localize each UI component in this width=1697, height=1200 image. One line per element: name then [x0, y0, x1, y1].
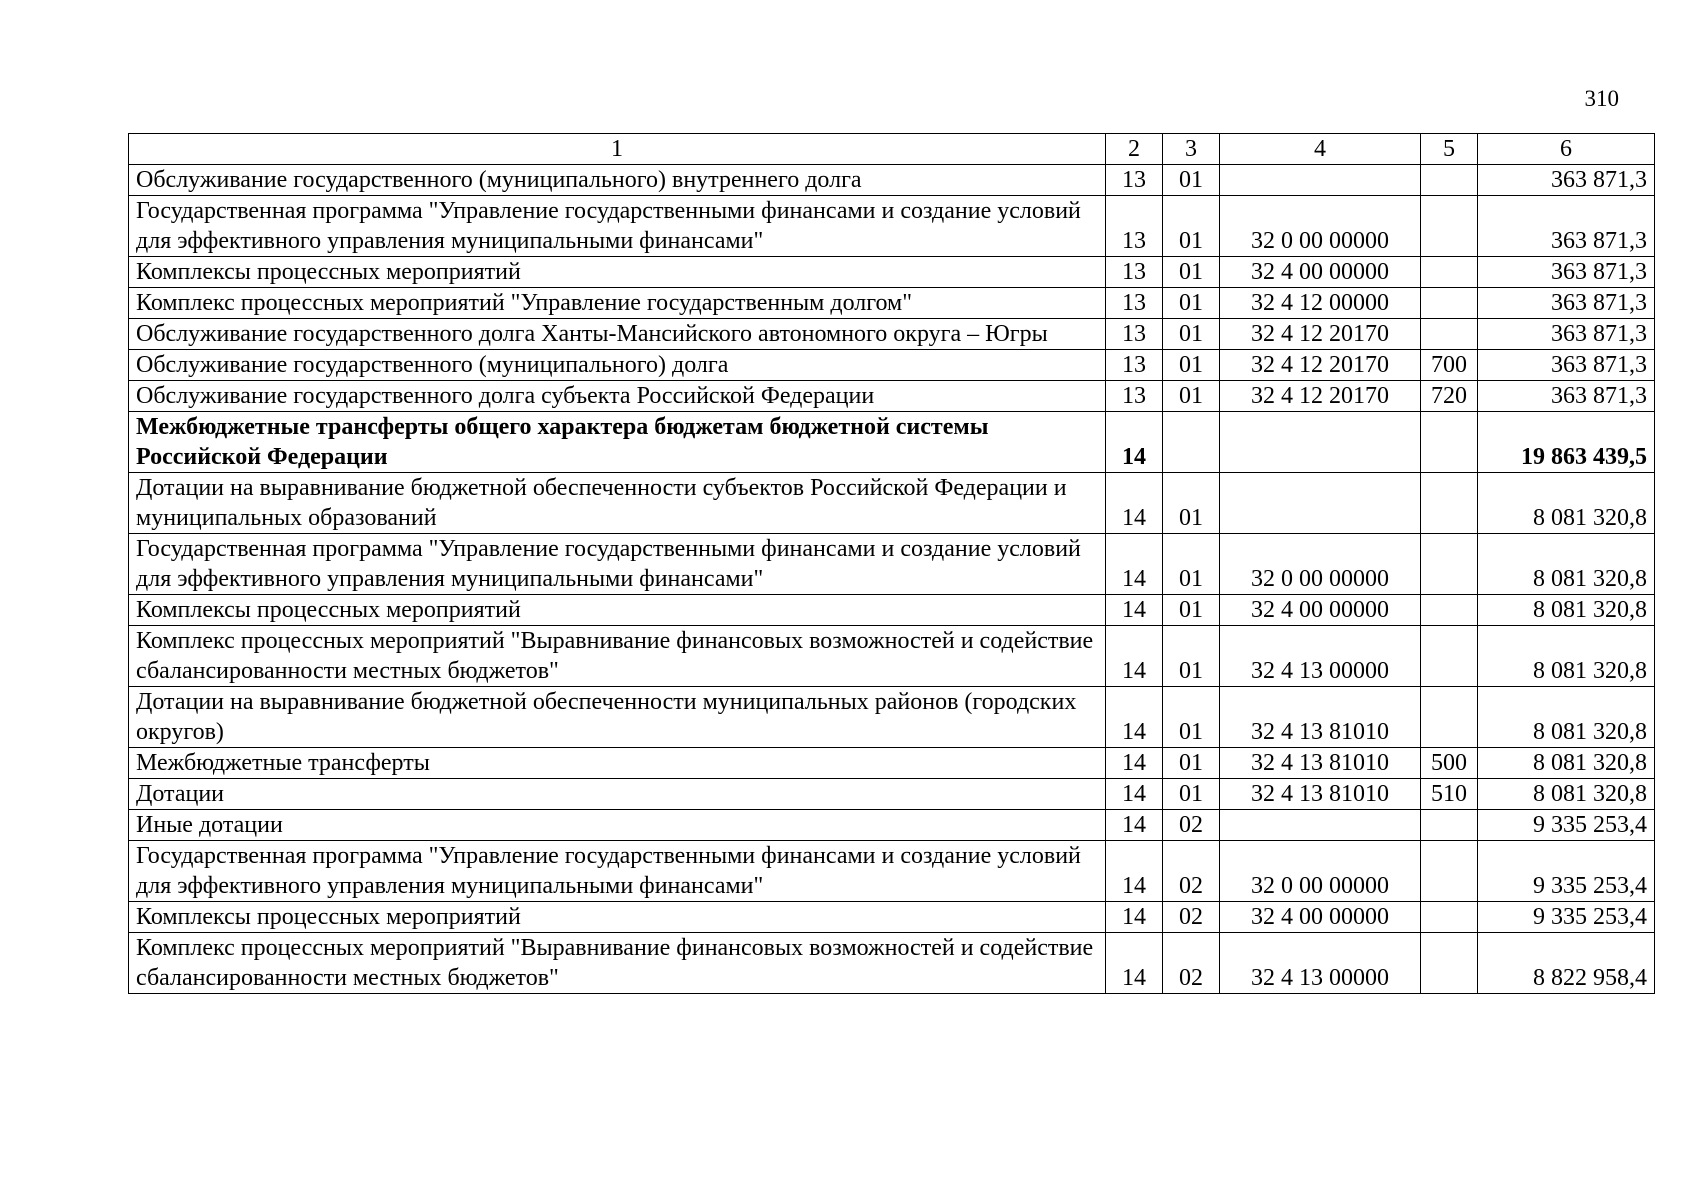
- row-expense-type-cell: 510: [1421, 779, 1478, 810]
- row-subsection-cell: 01: [1163, 257, 1220, 288]
- row-name-cell: Комплексы процессных мероприятий: [129, 257, 1106, 288]
- row-target-article-cell: 32 4 13 81010: [1220, 779, 1421, 810]
- page-number: 310: [1584, 86, 1619, 111]
- row-expense-type-cell: 500: [1421, 748, 1478, 779]
- row-name-cell: Обслуживание государственного (муниципального) внутреннего долга: [129, 165, 1106, 196]
- row-name-cell: Дотации: [129, 779, 1106, 810]
- row-name-cell: Государственная программа "Управление государственными финансами и создание условий для эффективного управления муниципальными финансами": [129, 841, 1106, 902]
- column-header: 6: [1478, 134, 1655, 165]
- table-row: [129, 319, 1655, 350]
- table-row: [129, 933, 1655, 994]
- row-amount-cell: 363 871,3: [1478, 381, 1655, 412]
- row-subsection-cell: 02: [1163, 933, 1220, 994]
- table-row: [129, 748, 1655, 779]
- row-target-article-cell: [1220, 165, 1421, 196]
- row-section-cell: 14: [1106, 626, 1163, 687]
- row-subsection-cell: 01: [1163, 748, 1220, 779]
- row-subsection-cell: 01: [1163, 595, 1220, 626]
- column-header: 2: [1106, 134, 1163, 165]
- row-target-article-cell: 32 4 00 00000: [1220, 257, 1421, 288]
- row-expense-type-cell: [1421, 687, 1478, 748]
- row-amount-cell: 8 081 320,8: [1478, 779, 1655, 810]
- row-target-article-cell: 32 4 13 00000: [1220, 626, 1421, 687]
- row-expense-type-cell: [1421, 595, 1478, 626]
- row-section-cell: 14: [1106, 902, 1163, 933]
- row-subsection-cell: 01: [1163, 534, 1220, 595]
- table-row: [129, 381, 1655, 412]
- row-expense-type-cell: [1421, 288, 1478, 319]
- row-subsection-cell: 01: [1163, 381, 1220, 412]
- row-amount-cell: 8 081 320,8: [1478, 534, 1655, 595]
- row-section-cell: 14: [1106, 473, 1163, 534]
- row-section-cell: 14: [1106, 687, 1163, 748]
- row-target-article-cell: [1220, 412, 1421, 473]
- row-subsection-cell: 01: [1163, 687, 1220, 748]
- table-row: [129, 779, 1655, 810]
- row-amount-cell: 9 335 253,4: [1478, 902, 1655, 933]
- row-expense-type-cell: [1421, 841, 1478, 902]
- table-row: [129, 626, 1655, 687]
- row-subsection-cell: 02: [1163, 841, 1220, 902]
- row-subsection-cell: 01: [1163, 473, 1220, 534]
- row-target-article-cell: 32 0 00 00000: [1220, 841, 1421, 902]
- row-target-article-cell: 32 4 12 20170: [1220, 319, 1421, 350]
- row-name-cell: Обслуживание государственного долга Ханты-Мансийского автономного округа – Югры: [129, 319, 1106, 350]
- row-section-cell: 13: [1106, 257, 1163, 288]
- row-name-cell: Дотации на выравнивание бюджетной обеспеченности муниципальных районов (городских округов): [129, 687, 1106, 748]
- row-target-article-cell: 32 4 00 00000: [1220, 902, 1421, 933]
- row-expense-type-cell: [1421, 473, 1478, 534]
- table-row: [129, 687, 1655, 748]
- budget-table-body: [129, 134, 1655, 994]
- row-section-cell: 13: [1106, 319, 1163, 350]
- row-subsection-cell: 01: [1163, 288, 1220, 319]
- row-amount-cell: 8 081 320,8: [1478, 473, 1655, 534]
- row-expense-type-cell: [1421, 810, 1478, 841]
- row-amount-cell: 8 081 320,8: [1478, 626, 1655, 687]
- row-expense-type-cell: [1421, 319, 1478, 350]
- table-row: [129, 841, 1655, 902]
- row-section-cell: 13: [1106, 381, 1163, 412]
- row-target-article-cell: 32 4 12 20170: [1220, 350, 1421, 381]
- row-target-article-cell: 32 4 12 20170: [1220, 381, 1421, 412]
- row-name-cell: Дотации на выравнивание бюджетной обеспеченности субъектов Российской Федерации и муниципальных образований: [129, 473, 1106, 534]
- row-section-cell: 14: [1106, 748, 1163, 779]
- table-row: [129, 473, 1655, 534]
- row-amount-cell: 8 822 958,4: [1478, 933, 1655, 994]
- row-amount-cell: 8 081 320,8: [1478, 595, 1655, 626]
- row-expense-type-cell: [1421, 626, 1478, 687]
- row-section-cell: 14: [1106, 534, 1163, 595]
- row-name-cell: Комплекс процессных мероприятий "Выравнивание финансовых возможностей и содействие сбалансированности местных бюджетов": [129, 933, 1106, 994]
- row-section-cell: 13: [1106, 196, 1163, 257]
- row-expense-type-cell: [1421, 902, 1478, 933]
- row-target-article-cell: 32 4 13 81010: [1220, 687, 1421, 748]
- row-amount-cell: 19 863 439,5: [1478, 412, 1655, 473]
- row-section-cell: 13: [1106, 350, 1163, 381]
- row-subsection-cell: 01: [1163, 779, 1220, 810]
- row-amount-cell: 363 871,3: [1478, 165, 1655, 196]
- row-expense-type-cell: [1421, 534, 1478, 595]
- row-subsection-cell: 01: [1163, 626, 1220, 687]
- row-amount-cell: 363 871,3: [1478, 350, 1655, 381]
- row-section-cell: 13: [1106, 165, 1163, 196]
- table-row: [129, 595, 1655, 626]
- row-subsection-cell: [1163, 412, 1220, 473]
- row-amount-cell: 8 081 320,8: [1478, 748, 1655, 779]
- row-amount-cell: 9 335 253,4: [1478, 841, 1655, 902]
- row-amount-cell: 8 081 320,8: [1478, 687, 1655, 748]
- row-expense-type-cell: [1421, 257, 1478, 288]
- row-section-cell: 14: [1106, 595, 1163, 626]
- table-row: [129, 412, 1655, 473]
- row-subsection-cell: 02: [1163, 810, 1220, 841]
- row-section-cell: 14: [1106, 810, 1163, 841]
- column-header: 5: [1421, 134, 1478, 165]
- row-target-article-cell: [1220, 473, 1421, 534]
- table-row: [129, 165, 1655, 196]
- row-target-article-cell: 32 0 00 00000: [1220, 534, 1421, 595]
- row-expense-type-cell: [1421, 412, 1478, 473]
- row-target-article-cell: 32 4 13 00000: [1220, 933, 1421, 994]
- row-name-cell: Обслуживание государственного долга субъекта Российской Федерации: [129, 381, 1106, 412]
- row-target-article-cell: [1220, 810, 1421, 841]
- row-section-cell: 14: [1106, 779, 1163, 810]
- row-subsection-cell: 01: [1163, 196, 1220, 257]
- row-name-cell: Государственная программа "Управление государственными финансами и создание условий для эффективного управления муниципальными финансами": [129, 196, 1106, 257]
- row-expense-type-cell: [1421, 933, 1478, 994]
- row-subsection-cell: 01: [1163, 319, 1220, 350]
- table-row: [129, 350, 1655, 381]
- table-row: [129, 257, 1655, 288]
- row-name-cell: Комплексы процессных мероприятий: [129, 595, 1106, 626]
- row-expense-type-cell: 700: [1421, 350, 1478, 381]
- row-name-cell: Межбюджетные трансферты общего характера бюджетам бюджетной системы Российской Федерации: [129, 412, 1106, 473]
- row-name-cell: Межбюджетные трансферты: [129, 748, 1106, 779]
- row-target-article-cell: 32 4 12 00000: [1220, 288, 1421, 319]
- row-target-article-cell: 32 0 00 00000: [1220, 196, 1421, 257]
- row-expense-type-cell: [1421, 196, 1478, 257]
- column-header: 4: [1220, 134, 1421, 165]
- column-header: 3: [1163, 134, 1220, 165]
- row-target-article-cell: 32 4 00 00000: [1220, 595, 1421, 626]
- row-expense-type-cell: [1421, 165, 1478, 196]
- table-row: [129, 288, 1655, 319]
- row-expense-type-cell: 720: [1421, 381, 1478, 412]
- table-row: [129, 534, 1655, 595]
- row-amount-cell: 363 871,3: [1478, 288, 1655, 319]
- row-section-cell: 14: [1106, 841, 1163, 902]
- row-subsection-cell: 01: [1163, 165, 1220, 196]
- row-amount-cell: 363 871,3: [1478, 257, 1655, 288]
- table-header-row: [129, 134, 1655, 165]
- row-name-cell: Комплексы процессных мероприятий: [129, 902, 1106, 933]
- row-name-cell: Обслуживание государственного (муниципального) долга: [129, 350, 1106, 381]
- row-subsection-cell: 01: [1163, 350, 1220, 381]
- row-name-cell: Комплекс процессных мероприятий "Выравнивание финансовых возможностей и содействие сбалансированности местных бюджетов": [129, 626, 1106, 687]
- table-row: [129, 196, 1655, 257]
- row-amount-cell: 363 871,3: [1478, 319, 1655, 350]
- row-name-cell: Комплекс процессных мероприятий "Управление государственным долгом": [129, 288, 1106, 319]
- table-row: [129, 810, 1655, 841]
- row-subsection-cell: 02: [1163, 902, 1220, 933]
- row-section-cell: 14: [1106, 412, 1163, 473]
- row-name-cell: Государственная программа "Управление государственными финансами и создание условий для эффективного управления муниципальными финансами": [129, 534, 1106, 595]
- row-section-cell: 14: [1106, 933, 1163, 994]
- row-name-cell: Иные дотации: [129, 810, 1106, 841]
- column-header: 1: [129, 134, 1106, 165]
- row-target-article-cell: 32 4 13 81010: [1220, 748, 1421, 779]
- table-row: [129, 902, 1655, 933]
- budget-table: [128, 133, 1655, 994]
- row-amount-cell: 9 335 253,4: [1478, 810, 1655, 841]
- row-amount-cell: 363 871,3: [1478, 196, 1655, 257]
- row-section-cell: 13: [1106, 288, 1163, 319]
